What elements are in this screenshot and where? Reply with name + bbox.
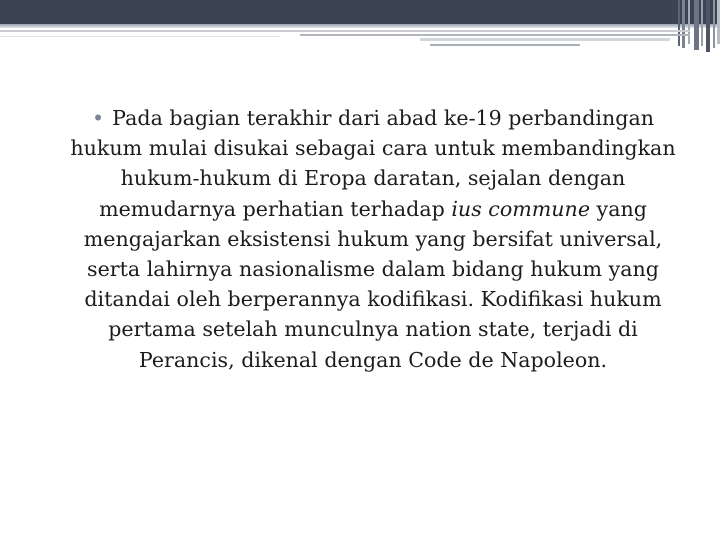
decorative-accent-bars (0, 0, 720, 60)
paragraph-text-end: yang mengajarkan eksistensi hukum yang bersifat universal, serta lahirnya nasionalisme dalam bidang hukum yang ditandai oleh berperannya kodifikasi. Kodifikasi hukum pertama setelah munculnya nation state, terjadi di Perancis, dikenal dengan Code de Napoleon. (83, 196, 663, 372)
italic-term: ius commune (451, 196, 591, 221)
decorative-vertical-stripes (678, 0, 720, 52)
paragraph-text-start: Pada bagian terakhir dari abad ke-19 perbandingan hukum mulai disukai sebagai cara untuk membandingkan hukum-hukum di Eropa daratan, sejalan dengan memudarnya perhatian terhadap (70, 106, 676, 221)
bullet-icon: • (92, 106, 105, 130)
decorative-horizontal-lines (0, 30, 690, 46)
body-paragraph (64, 103, 682, 375)
